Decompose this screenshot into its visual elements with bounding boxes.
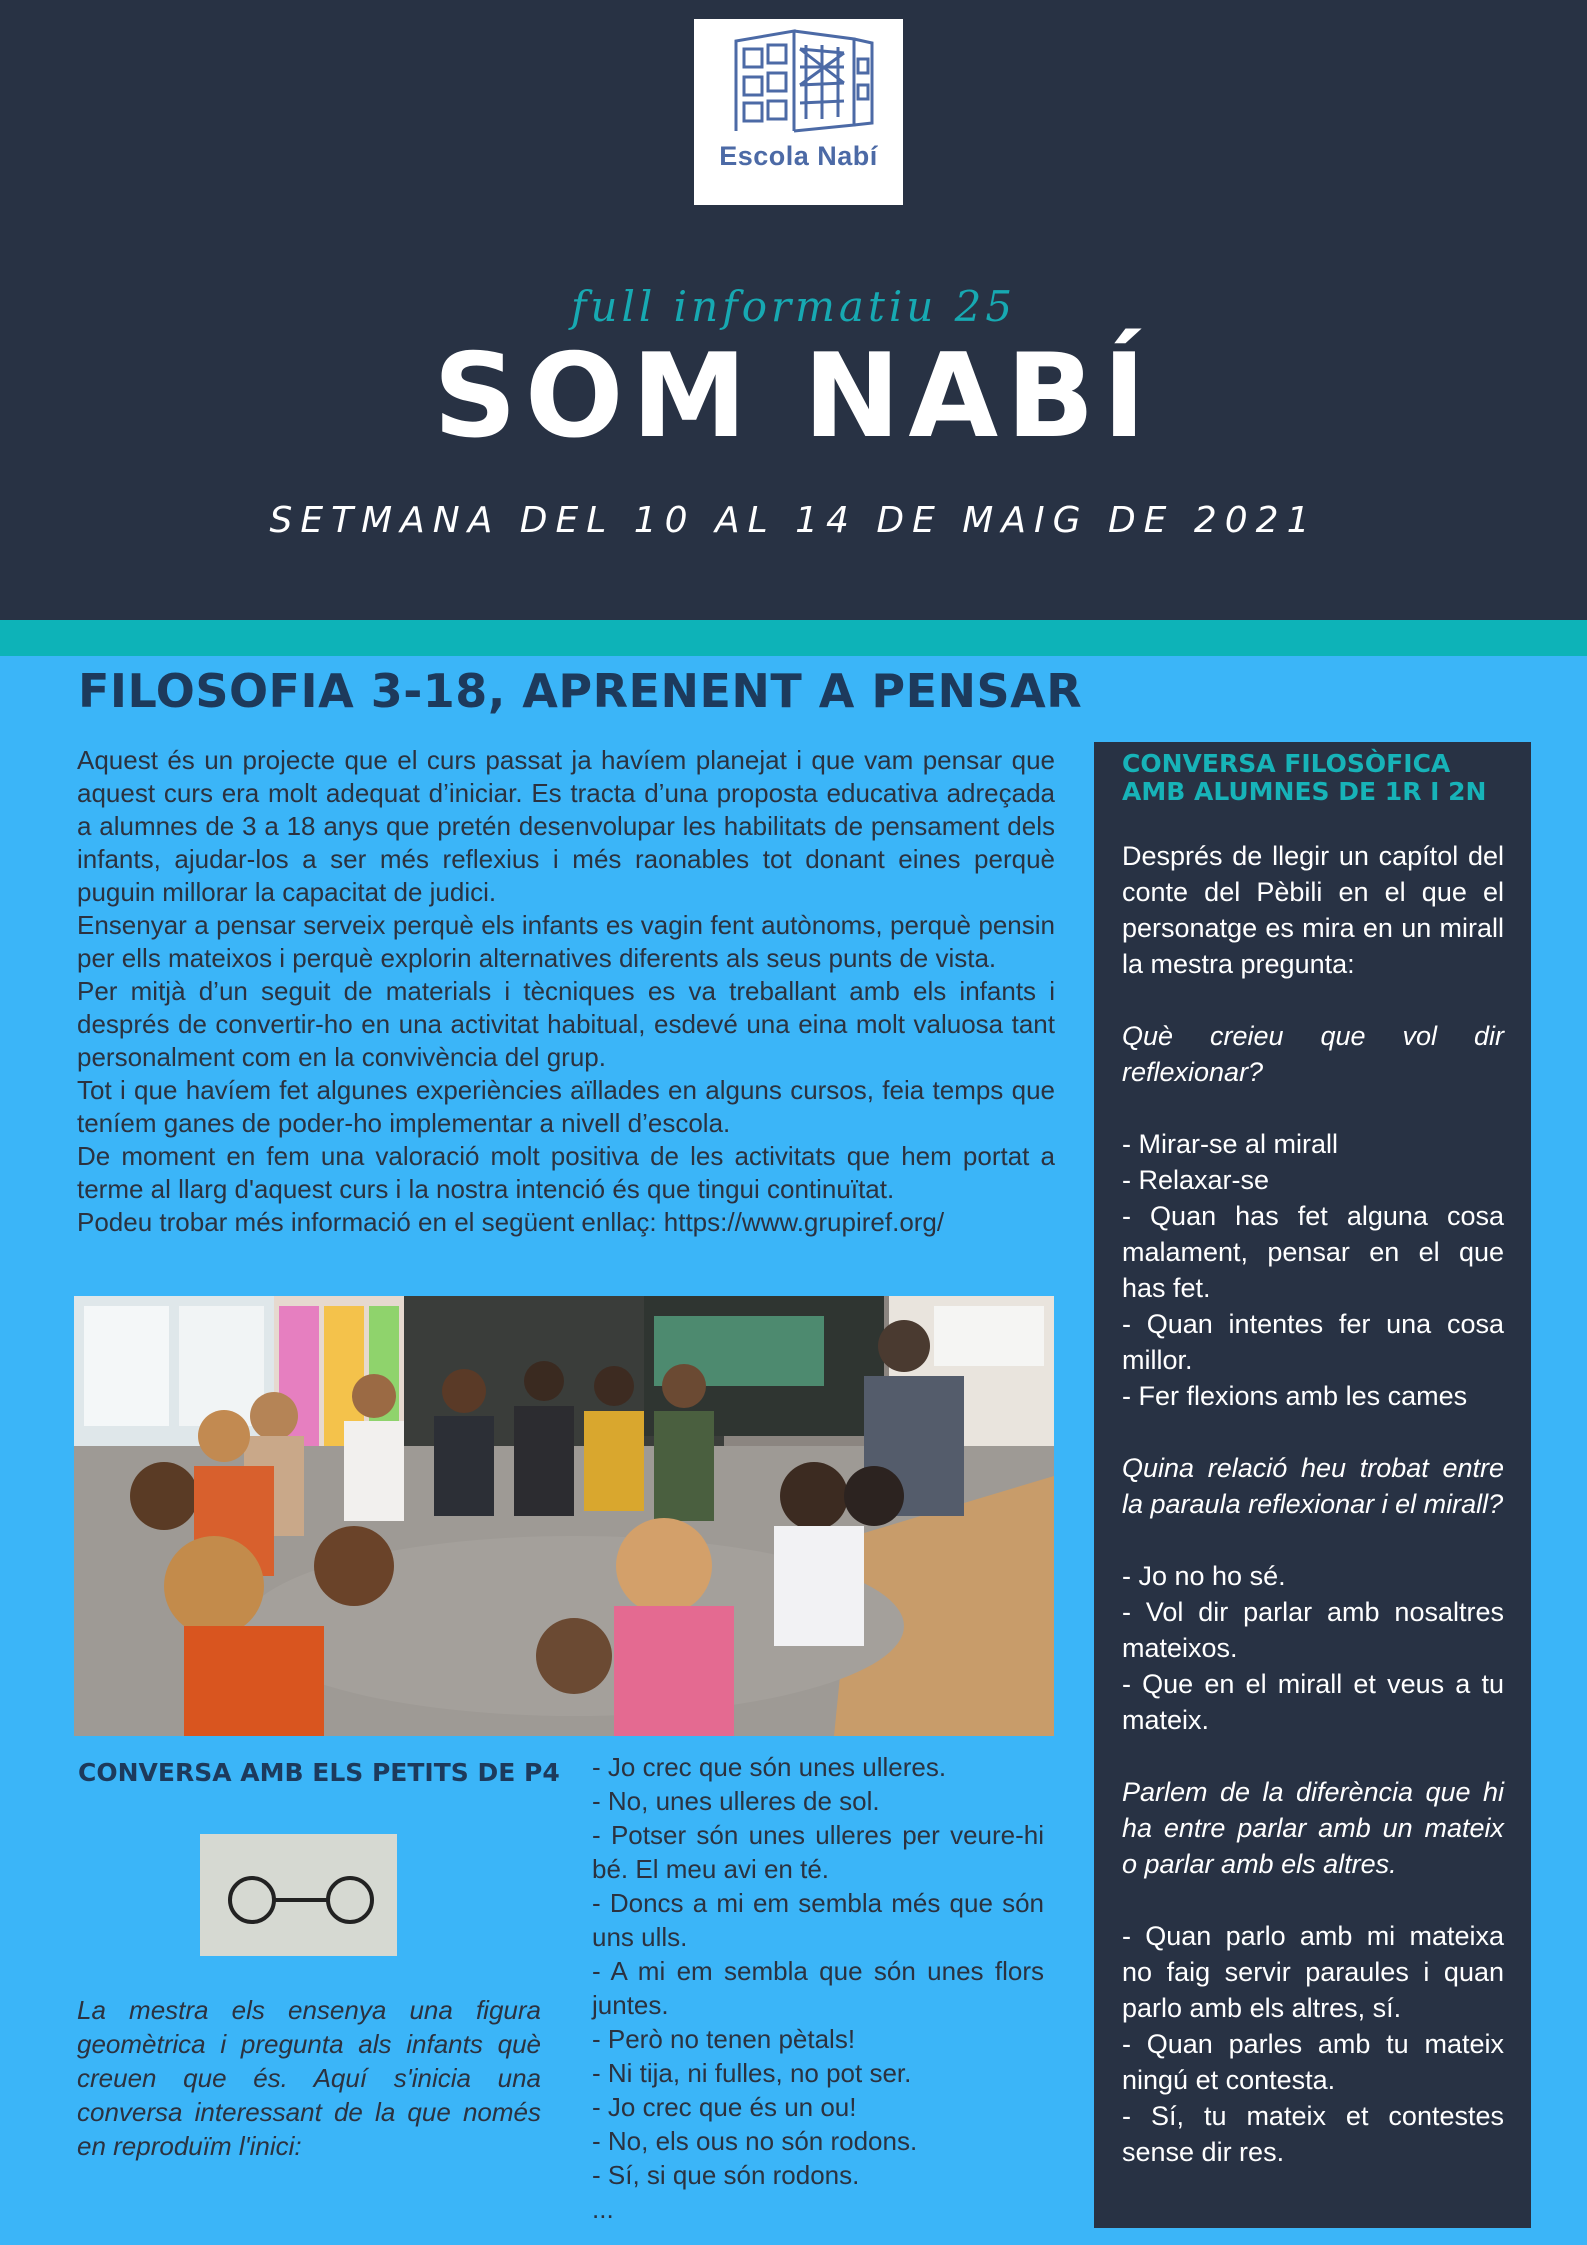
dialogue-line: - No, unes ulleres de sol. [592, 1786, 880, 1816]
dialogue-line: - Jo crec que són unes ulleres. [592, 1752, 947, 1782]
answer: - Que en el mirall et veus a tu mateix. [1122, 1669, 1504, 1735]
dialogue-line: ... [592, 2194, 614, 2224]
sidebar-body [1122, 838, 1504, 2170]
intro-text [77, 744, 1055, 1239]
answer: - Sí, tu mateix et contestes sense dir res. [1122, 2101, 1504, 2167]
dialogue-line: - A mi em sembla que són unes flors juntes. [592, 1956, 1044, 2020]
sidebar-intro: Després de llegir un capítol del conte del Pèbili en el que el personatge es mira en un mirall la mestra pregunta: [1122, 841, 1504, 979]
p4-caption: La mestra els ensenya una figura geomètrica i pregunta als infants què creuen que és. Aquí s'inicia una conversa interessant de la que només en reproduïm l'inici: [77, 1995, 541, 2161]
classroom-photo [74, 1296, 1054, 1736]
intro-paragraph: Aquest és un projecte que el curs passat ja havíem planejat i que vam pensar que aquest curs era molt adequat d’iniciar. Es tracta d’una proposta educativa adreçada a alumnes de 3 a 18 anys que pretén desenvolupar les habilitats de pensament dels infants, ajudar-los a ser més reflexius i més raonables tot donant eines perquè puguin millorar la capacitat de judici. [77, 745, 1055, 907]
section-title: FILOSOFIA 3-18, APRENENT A PENSAR [78, 664, 1083, 718]
answer: - Vol dir parlar amb nosaltres mateixos. [1122, 1597, 1504, 1663]
sidebar-title [1122, 750, 1522, 806]
dialogue-line: - Doncs a mi em sembla més que són uns ulls. [592, 1888, 1044, 1952]
intro-paragraph: De moment en fem una valoració molt positiva de les activitats que hem portat a terme al llarg d'aquest curs i la nostra intenció és que tingui continuïtat. [77, 1141, 1055, 1204]
dialogue-line: - Però no tenen pètals! [592, 2024, 856, 2054]
glasses-shape-icon [200, 1834, 397, 1956]
dialogue-line: - Potser són unes ulleres per veure-hi bé. El meu avi en té. [592, 1820, 1044, 1884]
school-logo [694, 19, 903, 205]
newsletter-subtitle: full informatiu 25 [570, 282, 1017, 331]
answer: - Mirar-se al mirall [1122, 1129, 1338, 1159]
question: Què creieu que vol dir reflexionar? [1122, 1021, 1504, 1087]
intro-paragraph: Tot i que havíem fet algunes experiències aïllades en alguns cursos, feia temps que teníem ganes de poder-ho implementar a nivell d’escola. [77, 1075, 1055, 1138]
p4-section-title: CONVERSA AMB ELS PETITS DE P4 [78, 1758, 560, 1787]
answer: - Fer flexions amb les cames [1122, 1381, 1468, 1411]
question: Quina relació heu trobat entre la paraula reflexionar i el mirall? [1122, 1453, 1504, 1519]
answer: - Relaxar-se [1122, 1165, 1270, 1195]
answer: - Quan parles amb tu mateix ningú et contesta. [1122, 2029, 1504, 2095]
geometric-figure-image [200, 1834, 397, 1956]
teal-divider [0, 620, 1587, 656]
logo-text: Escola Nabí [719, 141, 878, 171]
answer: - Quan parlo amb mi mateixa no faig servir paraules i quan parlo amb els altres, sí. [1122, 1921, 1504, 2023]
p4-dialogue [592, 1750, 1044, 2226]
question: Parlem de la diferència que hi ha entre parlar amb un mateix o parlar amb els altres. [1122, 1777, 1504, 1879]
school-building-icon [694, 19, 903, 205]
intro-paragraph: Per mitjà d’un seguit de materials i tècniques es va treballant amb els infants i després de convertir-ho en una activitat habitual, esdevé una eina molt valuosa tant personalment com en la convivència del grup. [77, 976, 1055, 1072]
dialogue-line: - Sí, si que són rodons. [592, 2160, 860, 2190]
intro-paragraph: Ensenyar a pensar serveix perquè els infants es vagin fent autònoms, perquè pensin per ells mateixos i perquè explorin alternatives diferents als seus punts de vista. [77, 910, 1055, 973]
sidebar-title-line: AMB ALUMNES DE 1R I 2N [1122, 777, 1487, 806]
week-dates: SETMANA DEL 10 AL 14 DE MAIG DE 2021 [269, 500, 1318, 541]
dialogue-line: - Ni tija, ni fulles, no pot ser. [592, 2058, 912, 2088]
answer: - Quan intentes fer una cosa millor. [1122, 1309, 1504, 1375]
answer: - Quan has fet alguna cosa malament, pensar en el que has fet. [1122, 1201, 1504, 1303]
link-paragraph[interactable]: Podeu trobar més informació en el següent enllaç: https://www.grupiref.org/ [77, 1207, 945, 1237]
dialogue-line: - No, els ous no són rodons. [592, 2126, 918, 2156]
sidebar-title-line: CONVERSA FILOSÒFICA [1122, 749, 1451, 778]
sidebar-panel [1094, 742, 1531, 2228]
dialogue-line: - Jo crec que és un ou! [592, 2092, 857, 2122]
newsletter-title: SOM NABÍ [433, 329, 1154, 464]
answer: - Jo no ho sé. [1122, 1561, 1286, 1591]
